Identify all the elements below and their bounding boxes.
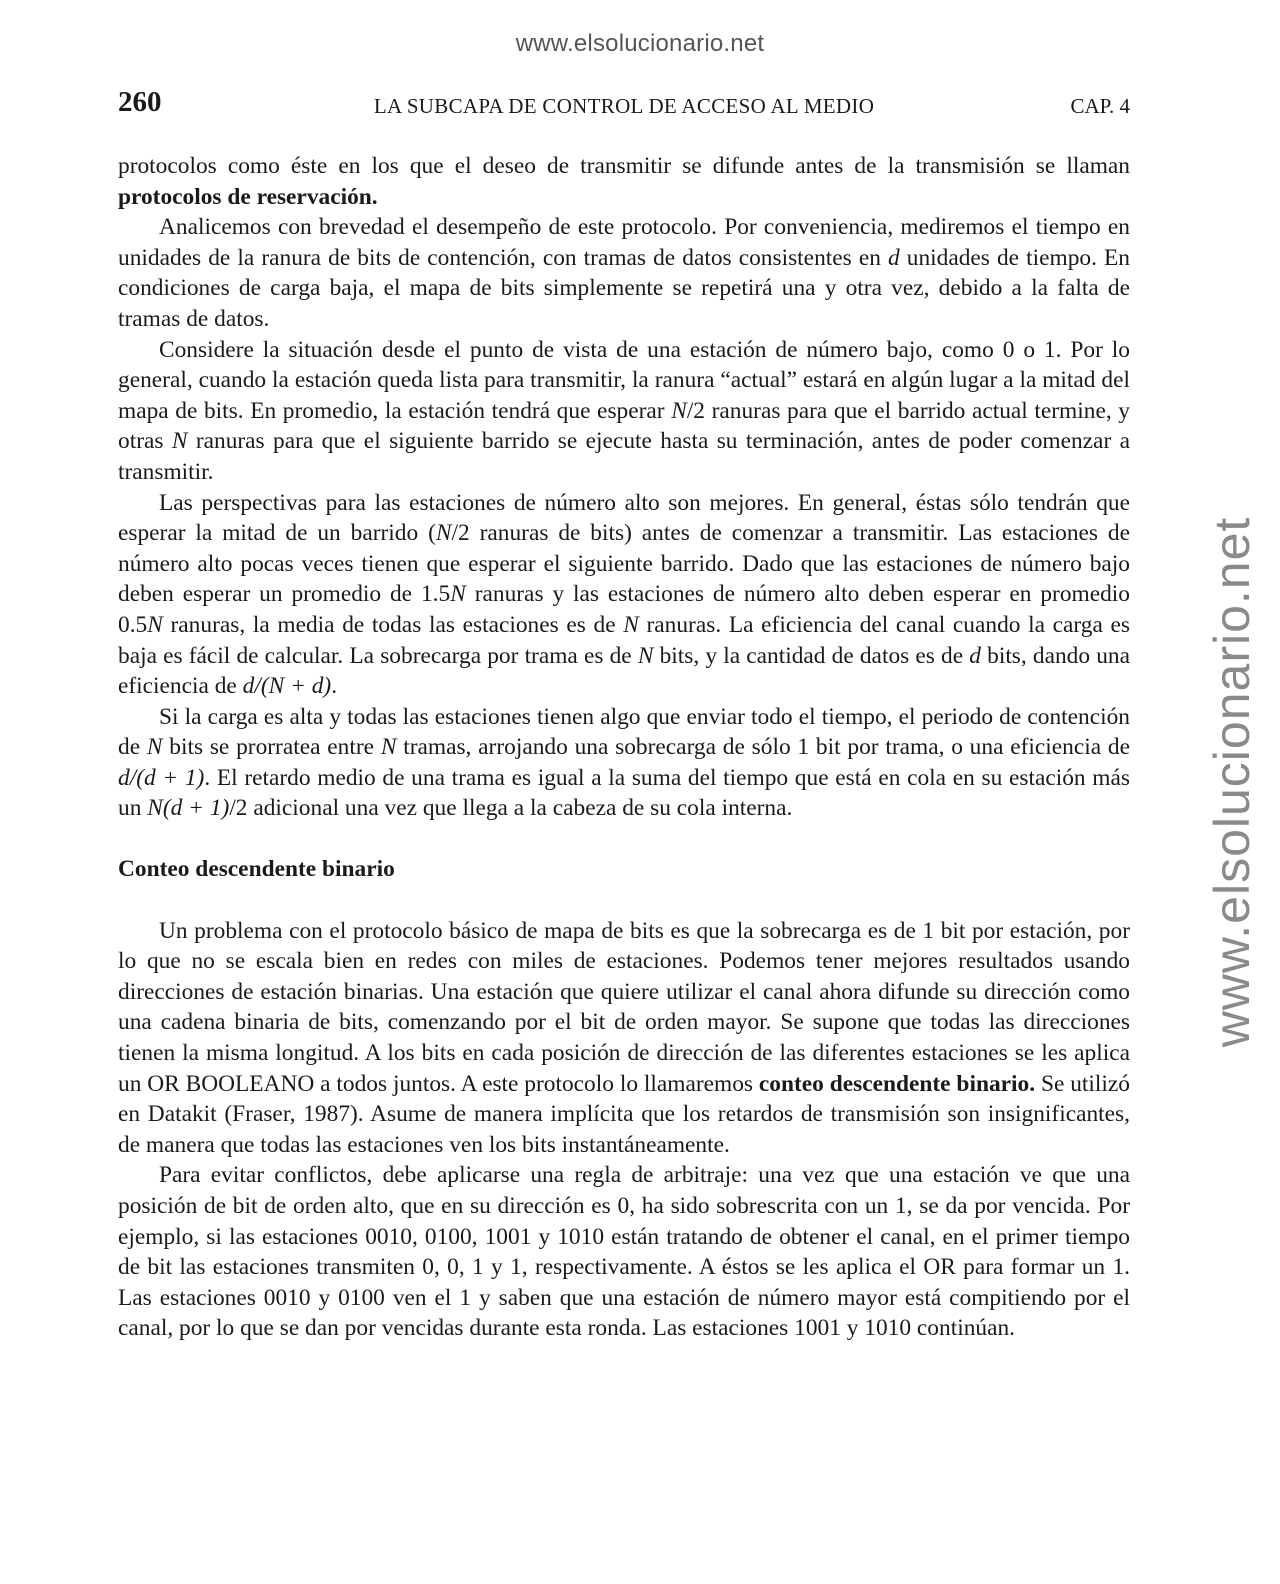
watermark-url-side: www.elsolucionario.net: [1204, 516, 1260, 1048]
paragraph-2: Analicemos con brevedad el desempeño de este protocolo. Por conveniencia, mediremos el tiempo en unidades de la ranura de bits de contención, con tramas de datos consistentes en d unidades de tiempo. En condiciones de carga baja, el mapa de bits simplemente se repetirá una y otra vez, debido a la falta de tramas de datos.: [118, 214, 1130, 332]
paragraph-4: Las perspectivas para las estaciones de número alto son mejores. En general, éstas sólo tendrán que esperar la mitad de un barrido (N/2 ranuras de bits) antes de comenzar a transmitir. Las estaciones de número alto pocas veces tienen que esperar el siguiente barrido. Dado que las estaciones de número bajo deben esperar un promedio de 1.5N ranuras y las estaciones de número alto deben esperar en promedio 0.5N ranuras, la media de todas las estaciones es de N ranuras. La eficiencia del canal cuando la carga es baja es fácil de calcular. La sobrecarga por trama es de N bits, y la cantidad de datos es de d bits, dando una eficiencia de d/(N + d).: [118, 489, 1131, 700]
paragraph-3: Considere la situación desde el punto de vista de una estación de número bajo, como 0 o 1. Por lo general, cuando la estación queda lista para transmitir, la ranura “actual” estará en algún lugar a la mitad del mapa de bits. En promedio, la estación tendrá que esperar N/2 ranuras para que el barrido actual termine, y otras N ranuras para que el siguiente barrido se ejecute hasta su terminación, antes de poder comenzar a transmitir.: [118, 336, 1130, 485]
paragraph-7: Para evitar conflictos, debe aplicarse una regla de arbitraje: una vez que una estación ve que una posición de bit de orden alto, que en su dirección es 0, ha sido sobrescrita con un 1, se da por vencida. Por ejemplo, si las estaciones 0010, 0100, 1001 y 1010 están tratando de obtener el canal, en el primer tiempo de bit las estaciones transmiten 0, 0, 1 y 1, respectivamente. A éstos se les aplica el OR para formar un 1. Las estaciones 0010 y 0100 ven el 1 y saben que una estación de número mayor está compitiendo por el canal, por lo que se dan por vencidas durante esta ronda. Las estaciones 1001 y 1010 continúan.: [118, 1162, 1130, 1342]
chapter-label: CAP. 4: [1070, 94, 1130, 118]
paragraph-1: protocolos como éste en los que el deseo de transmitir se difunde antes de la transmisión se llaman protocolos de reservación.: [118, 153, 1130, 210]
watermark-url-top: www.elsolucionario.net: [515, 30, 765, 57]
paragraph-6: Un problema con el protocolo básico de mapa de bits es que la sobrecarga es de 1 bit por estación, por lo que no se escala bien en redes con miles de estaciones. Podemos tener mejores resultados usando direcciones de estación binarias. Una estación que quiere utilizar el canal ahora difunde su dirección como una cadena binaria de bits, comenzando por el bit de orden mayor. Se supone que todas las direcciones tienen la misma longitud. A los bits en cada posición de dirección de las diferentes estaciones se les aplica un OR BOOLEANO a todos juntos. A este protocolo lo llamaremos conteo descendente binario. Se utilizó en Datakit (Fraser, 1987). Asume de manera implícita que los retardos de transmisión son insignificantes, de manera que todas las estaciones ven los bits instantáneamente.: [118, 917, 1130, 1158]
section-heading: Conteo descendente binario: [118, 856, 395, 883]
page-number: 260: [118, 86, 162, 118]
paragraph-5: Si la carga es alta y todas las estaciones tienen algo que enviar todo el tiempo, el periodo de contención de N bits se prorratea entre N tramas, arrojando una sobrecarga de sólo 1 bit por trama, o una eficiencia de d/(d + 1). El retardo medio de una trama es igual a la suma del tiempo que está en cola en su estación más un N(d + 1)/2 adicional una vez que llega a la cabeza de su cola interna.: [118, 703, 1130, 822]
body-text: [118, 151, 1130, 1344]
running-head: [118, 86, 1130, 126]
chapter-title: LA SUBCAPA DE CONTROL DE ACCESO AL MEDIO: [373, 94, 875, 118]
